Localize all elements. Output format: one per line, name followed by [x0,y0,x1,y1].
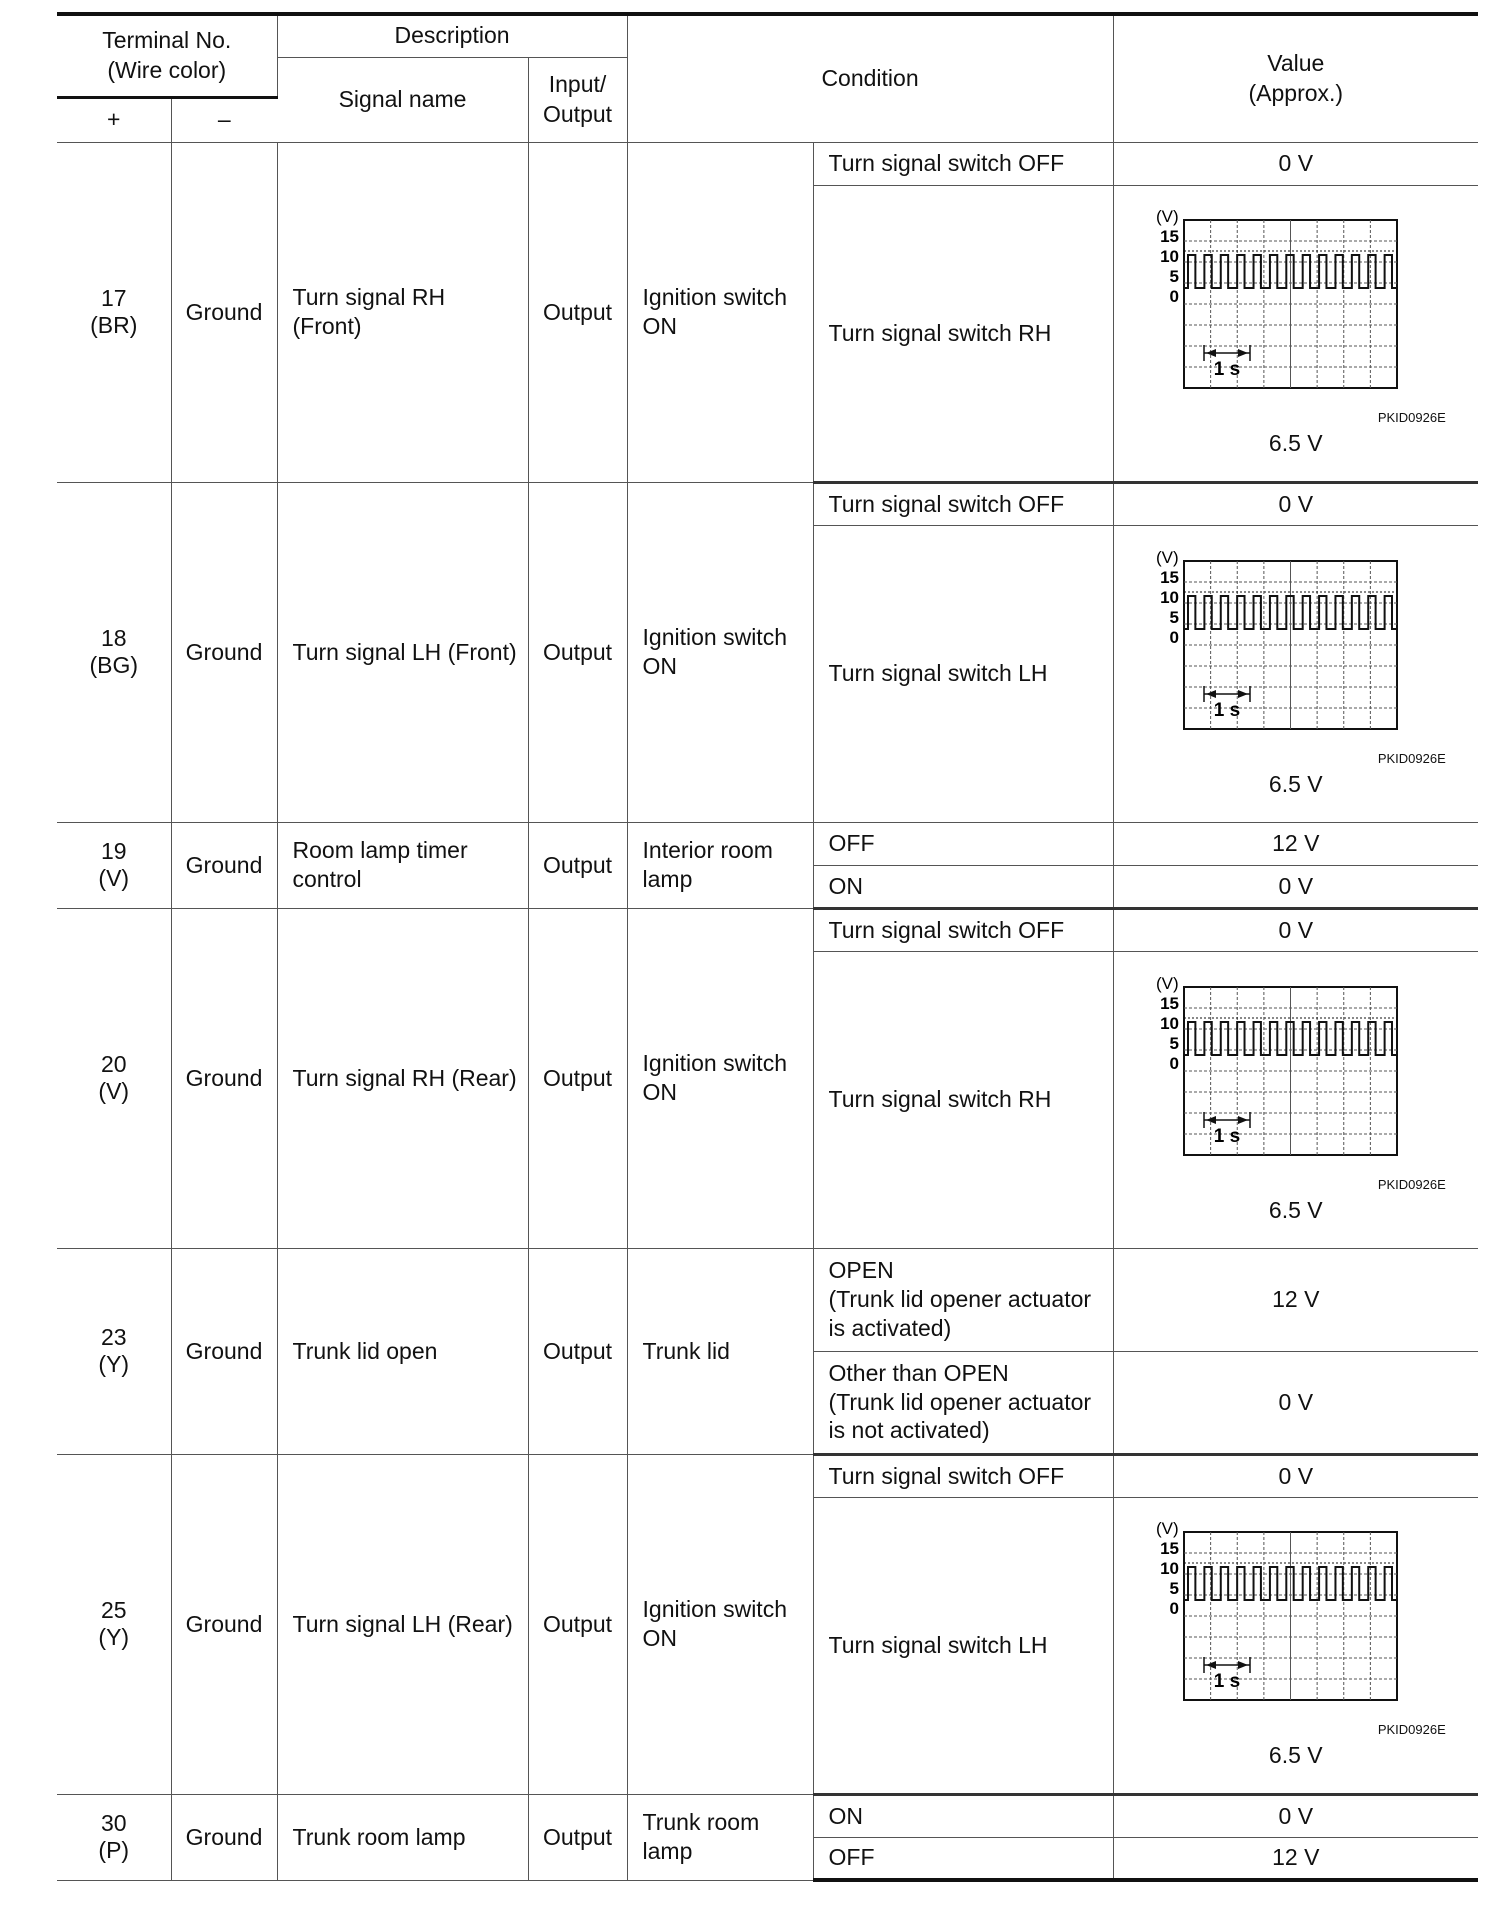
value-17-off: 0 V [1113,142,1478,185]
subcondition-17-on: Turn signal switch RH [813,185,1113,482]
waveform-value: 6.5 V [1268,1196,1323,1223]
waveform-code: PKID0926E [1377,1176,1446,1192]
waveform-y-unit: (V) [1155,208,1179,226]
value-30-on: 0 V [1113,1794,1478,1837]
condition-30: Trunk room lamp [627,1794,813,1880]
io-19: Output [528,822,627,908]
signal-20: Turn signal RH (Rear) [277,908,528,1248]
terminal-signal-table [57,12,1478,1882]
waveform-y-unit: (V) [1155,548,1179,567]
waveform-y-tick: 10 [1159,1013,1179,1033]
ground-25: Ground [171,1454,277,1794]
waveform-y-tick: 5 [1169,267,1179,286]
subcondition-25-on: Turn signal switch LH [813,1497,1113,1794]
waveform-code: PKID0926E [1377,750,1446,766]
header-terminal: Terminal No. (Wire color) [57,14,277,97]
waveform-y-unit: (V) [1155,1520,1179,1538]
header-value: Value (Approx.) [1113,14,1478,142]
terminal-25: 25 (Y) [57,1454,171,1794]
waveform-value: 6.5 V [1268,770,1323,797]
value-20-on [1113,951,1478,1248]
signal-30: Trunk room lamp [277,1794,528,1880]
terminal-23: 23 (Y) [57,1248,171,1454]
waveform-y-tick: 0 [1169,1599,1179,1618]
io-20: Output [528,908,627,1248]
ground-18: Ground [171,482,277,822]
header-signal-name: Signal name [277,57,528,142]
terminal-20: 20 (V) [57,908,171,1248]
signal-25: Turn signal LH (Rear) [277,1454,528,1794]
condition-18: Ignition switch ON [627,482,813,822]
io-18: Output [528,482,627,822]
waveform-graph [1146,549,1446,749]
terminal-17: 17 (BR) [57,142,171,482]
signal-23: Trunk lid open [277,1248,528,1454]
value-23-open: 12 V [1113,1248,1478,1351]
header-condition: Condition [627,14,1113,142]
waveform-graph [1146,208,1446,408]
waveform-value: 6.5 V [1268,430,1323,456]
io-23: Output [528,1248,627,1454]
subcondition-20-off: Turn signal switch OFF [813,908,1113,951]
subcondition-25-off: Turn signal switch OFF [813,1454,1113,1497]
waveform-y-tick: 0 [1169,1053,1179,1073]
waveform-arrowhead [1238,1661,1248,1669]
waveform-y-tick: 5 [1169,1033,1179,1053]
header-input-output: Input/ Output [528,57,627,142]
header-description: Description [277,14,627,57]
waveform-time-label: 1 s [1213,1671,1240,1692]
ground-20: Ground [171,908,277,1248]
waveform-y-tick: 5 [1169,1579,1179,1598]
value-17-on [1113,185,1478,482]
ground-23: Ground [171,1248,277,1454]
waveform-arrowhead [1238,1116,1248,1124]
waveform-y-tick: 15 [1159,1539,1179,1558]
io-17: Output [528,142,627,482]
signal-19: Room lamp timer control [277,822,528,908]
value-25-off: 0 V [1113,1454,1478,1497]
header-plus: + [57,97,171,142]
value-19-off: 12 V [1113,822,1478,865]
subcondition-18-off: Turn signal switch OFF [813,482,1113,525]
waveform-y-tick: 0 [1169,287,1179,306]
ground-19: Ground [171,822,277,908]
value-30-off: 12 V [1113,1837,1478,1880]
waveform-y-tick: 10 [1159,1559,1179,1578]
terminal-19: 19 (V) [57,822,171,908]
waveform-graph [1146,1520,1446,1720]
io-25: Output [528,1454,627,1794]
condition-23: Trunk lid [627,1248,813,1454]
value-19-on: 0 V [1113,865,1478,908]
subcondition-19-off: OFF [813,822,1113,865]
subcondition-23-open: OPEN (Trunk lid opener actuator is activated) [813,1248,1113,1351]
terminal-30: 30 (P) [57,1794,171,1880]
condition-19: Interior room lamp [627,822,813,908]
waveform-y-tick: 15 [1159,567,1179,587]
value-23-other: 0 V [1113,1351,1478,1454]
subcondition-18-on: Turn signal switch LH [813,525,1113,822]
value-20-off: 0 V [1113,908,1478,951]
subcondition-19-on: ON [813,865,1113,908]
waveform-y-tick: 5 [1169,607,1179,627]
waveform-arrowhead [1238,349,1248,357]
signal-18: Turn signal LH (Front) [277,482,528,822]
waveform-graph [1146,975,1446,1175]
waveform-y-tick: 10 [1159,247,1179,266]
subcondition-30-off: OFF [813,1837,1113,1880]
value-18-on [1113,525,1478,822]
header-minus: – [171,97,277,142]
waveform-time-label: 1 s [1213,1125,1240,1147]
terminal-18: 18 (BG) [57,482,171,822]
waveform-value: 6.5 V [1268,1742,1323,1768]
subcondition-23-other: Other than OPEN (Trunk lid opener actuator is not activated) [813,1351,1113,1454]
signal-17: Turn signal RH (Front) [277,142,528,482]
condition-17: Ignition switch ON [627,142,813,482]
condition-25: Ignition switch ON [627,1454,813,1794]
waveform-y-tick: 10 [1159,587,1179,607]
ground-17: Ground [171,142,277,482]
io-30: Output [528,1794,627,1880]
waveform-y-unit: (V) [1155,974,1179,993]
waveform-y-tick: 15 [1159,993,1179,1013]
value-25-on [1113,1497,1478,1794]
waveform-y-tick: 0 [1169,627,1179,647]
waveform-arrowhead [1238,690,1248,698]
ground-30: Ground [171,1794,277,1880]
subcondition-20-on: Turn signal switch RH [813,951,1113,1248]
waveform-time-label: 1 s [1213,359,1240,380]
subcondition-17-off: Turn signal switch OFF [813,142,1113,185]
condition-20: Ignition switch ON [627,908,813,1248]
waveform-y-tick: 15 [1159,227,1179,246]
value-18-off: 0 V [1113,482,1478,525]
waveform-code: PKID0926E [1377,410,1446,425]
subcondition-30-on: ON [813,1794,1113,1837]
waveform-time-label: 1 s [1213,699,1240,721]
waveform-code: PKID0926E [1377,1722,1446,1737]
